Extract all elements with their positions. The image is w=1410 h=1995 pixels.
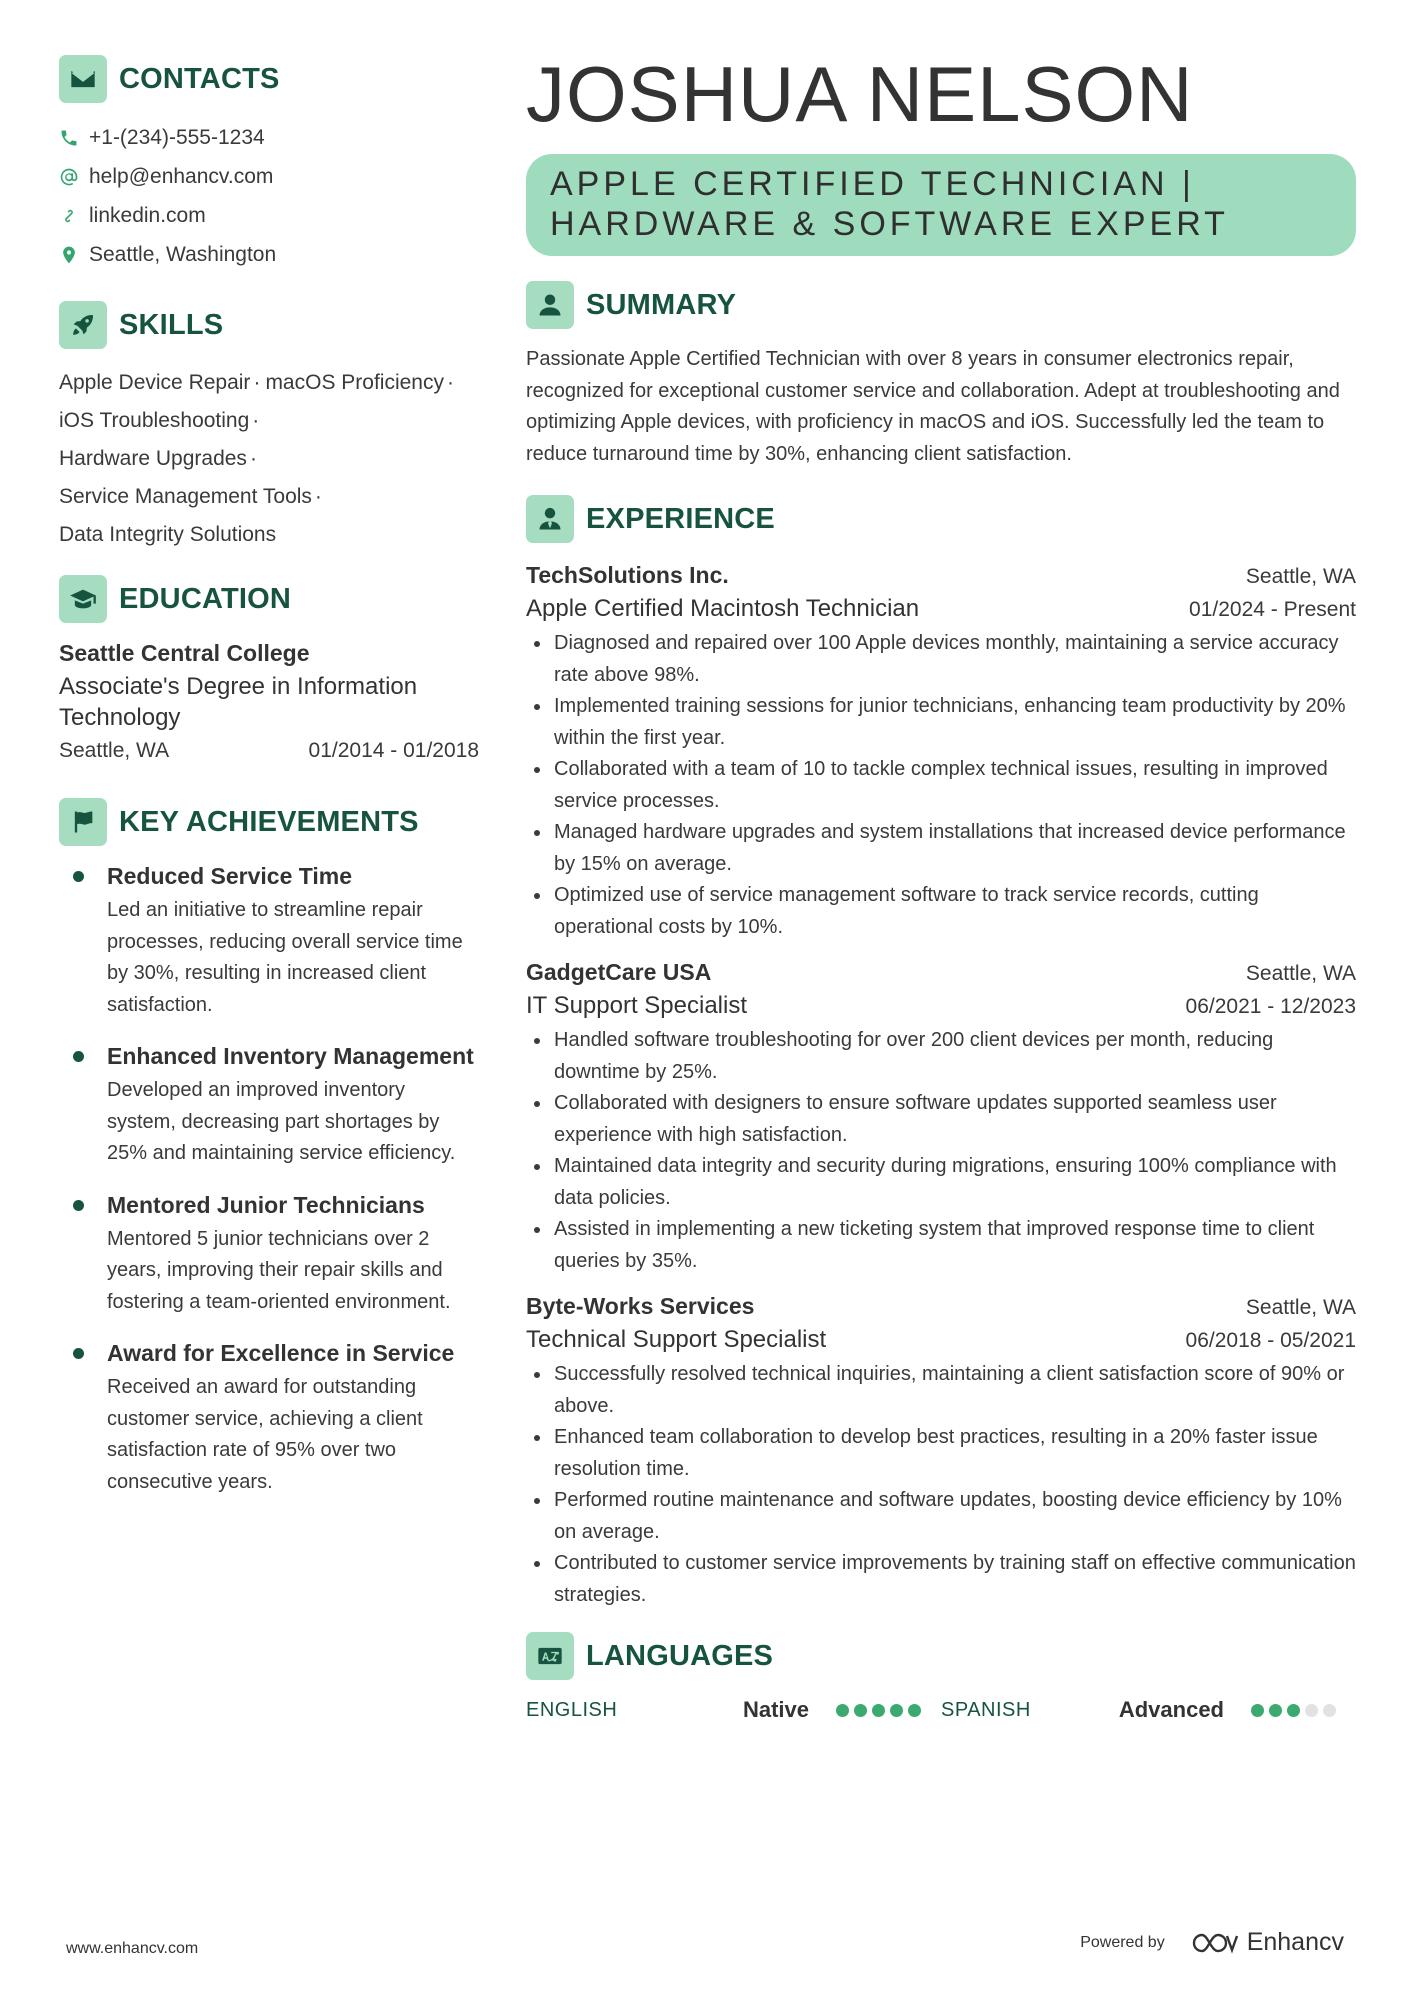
footer-brand bbox=[1080, 1928, 1344, 1957]
rating-dot-empty bbox=[1323, 1704, 1336, 1717]
at-icon bbox=[59, 167, 79, 187]
achievement-title: Award for Excellence in Service bbox=[107, 1340, 455, 1366]
skill-item: Hardware Upgrades · bbox=[59, 447, 257, 470]
job-bullet: Diagnosed and repaired over 100 Apple devices monthly, maintaining a service accuracy rate above 98%. bbox=[526, 628, 1356, 691]
contacts-heading: CONTACTS bbox=[119, 62, 280, 95]
footer-website[interactable]: www.enhancv.com bbox=[66, 1940, 199, 1957]
job-bullets bbox=[526, 1025, 1356, 1277]
rating-dot-filled bbox=[890, 1704, 903, 1717]
language-level: Advanced bbox=[1118, 1697, 1224, 1722]
left-column bbox=[59, 54, 479, 1518]
job-bullet: Successfully resolved technical inquiries, maintaining a client satisfaction score of 90% or above. bbox=[526, 1359, 1356, 1422]
contact-list bbox=[59, 118, 479, 274]
rating-dot-filled bbox=[908, 1704, 921, 1717]
achievement-item bbox=[59, 1338, 479, 1498]
experience-heading: EXPERIENCE bbox=[586, 502, 775, 535]
skill-item: iOS Troubleshooting · bbox=[59, 409, 260, 432]
achievement-desc: Received an award for outstanding customer service, achieving a client satisfaction rate of 95% over two consecutive years. bbox=[107, 1376, 423, 1493]
rating-dot-filled bbox=[836, 1704, 849, 1717]
summary-heading: SUMMARY bbox=[586, 288, 737, 321]
achievement-item bbox=[59, 861, 479, 1021]
enhancv-logo-text: Enhancv bbox=[1246, 1928, 1344, 1956]
job-role: Technical Support Specialist bbox=[526, 1326, 827, 1353]
job-bullet: Managed hardware upgrades and system installations that increased device performance by 15% on average. bbox=[526, 817, 1356, 880]
skills-list bbox=[59, 364, 479, 554]
job-bullet: Collaborated with designers to ensure software updates supported seamless user experience with high satisfaction. bbox=[526, 1088, 1356, 1151]
businessperson-icon bbox=[526, 495, 574, 543]
summary-text: Passionate Apple Certified Technician with over 8 years in consumer electronics repair, recognized for exceptional customer service and collaboration. Adept at troubleshooting and optimizing Apple devices, with proficiency in macOS and iOS. Successfully led the team to reduce turnaround time by 30%, enhancing client satisfaction. bbox=[526, 348, 1340, 465]
language-name: ENGLISH bbox=[526, 1698, 618, 1721]
envelope-icon bbox=[59, 55, 107, 103]
translate-icon bbox=[526, 1632, 574, 1680]
skills-header bbox=[59, 300, 479, 350]
achievements-list bbox=[59, 861, 479, 1498]
job-bullet: Performed routine maintenance and software updates, boosting device efficiency by 10% on average. bbox=[526, 1485, 1356, 1548]
languages-header bbox=[526, 1631, 1356, 1681]
achievement-title: Enhanced Inventory Management bbox=[107, 1043, 474, 1069]
link-icon bbox=[59, 206, 79, 226]
language-rating bbox=[1246, 1704, 1336, 1717]
education-school: Seattle Central College bbox=[59, 640, 310, 666]
job-bullet: Optimized use of service management software to track service records, cutting operational costs by 10%. bbox=[526, 880, 1356, 943]
education-dates: 01/2014 - 01/2018 bbox=[308, 739, 479, 762]
rating-dot-filled bbox=[854, 1704, 867, 1717]
education-entry bbox=[59, 638, 479, 767]
languages-list bbox=[526, 1697, 1356, 1723]
job-location: Seattle, WA bbox=[1245, 565, 1356, 588]
email-text: help@enhancv.com bbox=[89, 164, 274, 188]
rating-dot-filled bbox=[1287, 1704, 1300, 1717]
job-location: Seattle, WA bbox=[1245, 1296, 1356, 1319]
enhancv-logo-icon bbox=[1191, 1930, 1239, 1956]
bullet-dot bbox=[73, 871, 84, 882]
job-role: Apple Certified Macintosh Technician bbox=[526, 595, 920, 622]
job-company: Byte-Works Services bbox=[526, 1293, 755, 1319]
title-line-2: HARDWARE & SOFTWARE EXPERT bbox=[550, 205, 1229, 243]
language-level: Native bbox=[742, 1697, 809, 1722]
summary-header bbox=[526, 280, 1356, 330]
contact-linkedin[interactable] bbox=[59, 196, 479, 235]
linkedin-text: linkedin.com bbox=[89, 203, 206, 227]
title-line-1: APPLE CERTIFIED TECHNICIAN | bbox=[550, 165, 1195, 203]
job-bullets bbox=[526, 1359, 1356, 1611]
education-location: Seattle, WA bbox=[59, 739, 170, 762]
skill-item: Data Integrity Solutions bbox=[59, 523, 277, 546]
achievements-header bbox=[59, 797, 479, 847]
achievement-desc: Mentored 5 junior technicians over 2 years, improving their repair skills and fostering a team-oriented environment. bbox=[107, 1227, 451, 1313]
language-name: SPANISH bbox=[941, 1698, 1031, 1721]
rocket-icon bbox=[59, 301, 107, 349]
skill-item: macOS Proficiency · bbox=[265, 371, 454, 394]
education-meta bbox=[59, 735, 479, 767]
experience-header bbox=[526, 494, 1356, 544]
enhancv-logo[interactable] bbox=[1191, 1928, 1344, 1957]
job-dates: 01/2024 - Present bbox=[1189, 598, 1356, 621]
achievement-item bbox=[59, 1190, 479, 1319]
graduation-cap-icon bbox=[59, 575, 107, 623]
flag-icon bbox=[59, 798, 107, 846]
person-icon bbox=[526, 281, 574, 329]
language-item bbox=[941, 1697, 1336, 1723]
languages-heading: LANGUAGES bbox=[586, 1639, 774, 1672]
achievement-desc: Led an initiative to streamline repair processes, reducing overall service time by 30%, resulting in increased client satisfaction. bbox=[107, 899, 463, 1016]
skills-heading: SKILLS bbox=[119, 308, 224, 341]
job-dates: 06/2021 - 12/2023 bbox=[1185, 995, 1356, 1018]
education-heading: EDUCATION bbox=[119, 582, 292, 615]
location-pin-icon bbox=[59, 245, 79, 265]
job-bullets bbox=[526, 628, 1356, 943]
achievement-title: Mentored Junior Technicians bbox=[107, 1191, 425, 1218]
title-banner bbox=[526, 154, 1356, 256]
job-company: GadgetCare USA bbox=[526, 959, 712, 985]
powered-by-text: Powered by bbox=[1080, 1933, 1165, 1951]
education-degree: Associate's Degree in Information Technology bbox=[59, 673, 418, 731]
skill-item: Apple Device Repair · bbox=[59, 371, 261, 394]
rating-dot-filled bbox=[1251, 1704, 1264, 1717]
job-role: IT Support Specialist bbox=[526, 992, 748, 1019]
job-entry bbox=[526, 955, 1356, 1277]
contact-email[interactable] bbox=[59, 157, 479, 196]
bullet-dot bbox=[73, 1200, 84, 1211]
achievement-item bbox=[59, 1041, 479, 1170]
rating-dot-empty bbox=[1305, 1704, 1318, 1717]
job-bullet: Enhanced team collaboration to develop best practices, resulting in a 20% faster issue resolution time. bbox=[526, 1422, 1356, 1485]
contacts-header bbox=[59, 54, 479, 104]
phone-icon bbox=[59, 128, 79, 148]
achievement-title: Reduced Service Time bbox=[107, 863, 353, 889]
job-bullet: Handled software troubleshooting for over 200 client devices per month, reducing downtime by 25%. bbox=[526, 1025, 1356, 1088]
job-location: Seattle, WA bbox=[1245, 962, 1356, 985]
rating-dot-filled bbox=[872, 1704, 885, 1717]
education-header bbox=[59, 574, 479, 624]
job-bullet: Maintained data integrity and security during migrations, ensuring 100% compliance with data policies. bbox=[526, 1151, 1356, 1214]
achievements-heading: KEY ACHIEVEMENTS bbox=[119, 805, 419, 838]
language-rating bbox=[831, 1704, 921, 1717]
job-entry bbox=[526, 1289, 1356, 1611]
phone-text: +1-(234)-555-1234 bbox=[89, 125, 265, 149]
location-text: Seattle, Washington bbox=[89, 242, 277, 266]
job-company: TechSolutions Inc. bbox=[526, 562, 729, 588]
bullet-dot bbox=[73, 1348, 84, 1359]
achievement-desc: Developed an improved inventory system, decreasing part shortages by 25% and maintaining service efficiency. bbox=[107, 1079, 456, 1164]
job-dates: 06/2018 - 05/2021 bbox=[1185, 1329, 1356, 1352]
rating-dot-filled bbox=[1269, 1704, 1282, 1717]
job-bullet: Implemented training sessions for junior technicians, enhancing team productivity by 20% within the first year. bbox=[526, 691, 1356, 754]
contact-phone[interactable] bbox=[59, 118, 479, 157]
contact-location bbox=[59, 235, 479, 274]
job-bullet: Contributed to customer service improvements by training staff on effective communication strategies. bbox=[526, 1548, 1356, 1611]
language-item bbox=[526, 1697, 921, 1723]
bullet-dot bbox=[73, 1051, 84, 1062]
candidate-name: JOSHUA NELSON bbox=[526, 50, 1194, 138]
job-bullet: Assisted in implementing a new ticketing system that improved response time to client queries by 35%. bbox=[526, 1214, 1356, 1277]
job-entry bbox=[526, 558, 1356, 943]
right-column bbox=[526, 50, 1356, 1723]
skill-item: Service Management Tools · bbox=[59, 485, 322, 508]
job-bullet: Collaborated with a team of 10 to tackle complex technical issues, resulting in improved service processes. bbox=[526, 754, 1356, 817]
